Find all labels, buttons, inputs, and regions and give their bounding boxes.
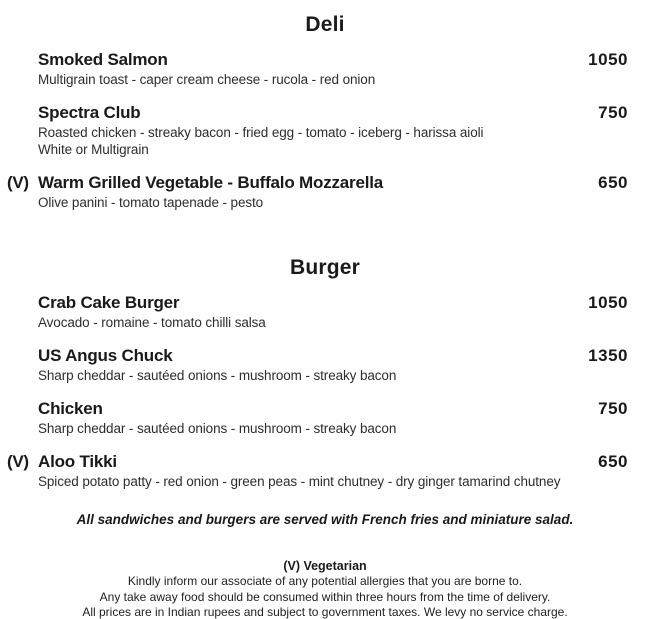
vegetarian-legend: (V) Vegetarian [283,559,367,573]
item-name: Warm Grilled Vegetable - Buffalo Mozzarella [38,173,384,192]
section-title-burger: Burger [289,256,361,279]
item-name: Chicken [38,399,103,418]
item-name: US Angus Chuck [38,346,173,365]
item-price: 1050 [588,50,628,69]
item-price: 1350 [588,346,628,365]
item-price: 650 [598,173,628,192]
item-description: Sharp cheddar - sautéed onions - mushroom - streaky bacon [38,368,397,383]
item-description: Avocado - romaine - tomato chilli salsa [38,315,266,330]
item-description: Multigrain toast - caper cream cheese - rucola - red onion [38,72,376,87]
menu-item-smoked-salmon [0,49,650,88]
footer-pricing-notice: All prices are in Indian rupees and subject to government taxes. We levy no service charge. [82,605,568,619]
section-title-deli: Deli [305,13,345,36]
vegetarian-marker: (V) [7,173,29,192]
item-price: 750 [598,103,628,122]
vegetarian-marker: (V) [7,452,29,471]
menu-item-crab-cake-burger [0,292,650,331]
menu-item-warm-grilled-vegetable [0,172,650,211]
menu-item-aloo-tikki [0,451,650,490]
menu-item-chicken [0,398,650,437]
item-name: Spectra Club [38,103,141,122]
item-price: 1050 [588,293,628,312]
footer-allergy-notice: Kindly inform our associate of any potential allergies that you are borne to. [127,574,523,588]
serving-note: All sandwiches and burgers are served with French fries and miniature salad. [76,512,574,527]
item-price: 750 [598,399,628,418]
item-price: 650 [598,452,628,471]
item-description: White or Multigrain [38,142,149,157]
menu-item-spectra-club [0,102,650,158]
footer [0,558,650,619]
menu-item-us-angus-chuck [0,345,650,384]
item-description: Spiced potato patty - red onion - green peas - mint chutney - dry ginger tamarind chutney [38,474,561,489]
item-description: Sharp cheddar - sautéed onions - mushroom - streaky bacon [38,421,397,436]
item-name: Aloo Tikki [38,452,117,471]
item-name: Crab Cake Burger [38,293,180,312]
item-name: Smoked Salmon [38,50,168,69]
footer-takeaway-notice: Any take away food should be consumed within three hours from the time of delivery. [99,589,551,604]
item-description: Olive panini - tomato tapenade - pesto [38,195,264,210]
item-description: Roasted chicken - streaky bacon - fried egg - tomato - iceberg - harissa aioli [38,125,484,140]
